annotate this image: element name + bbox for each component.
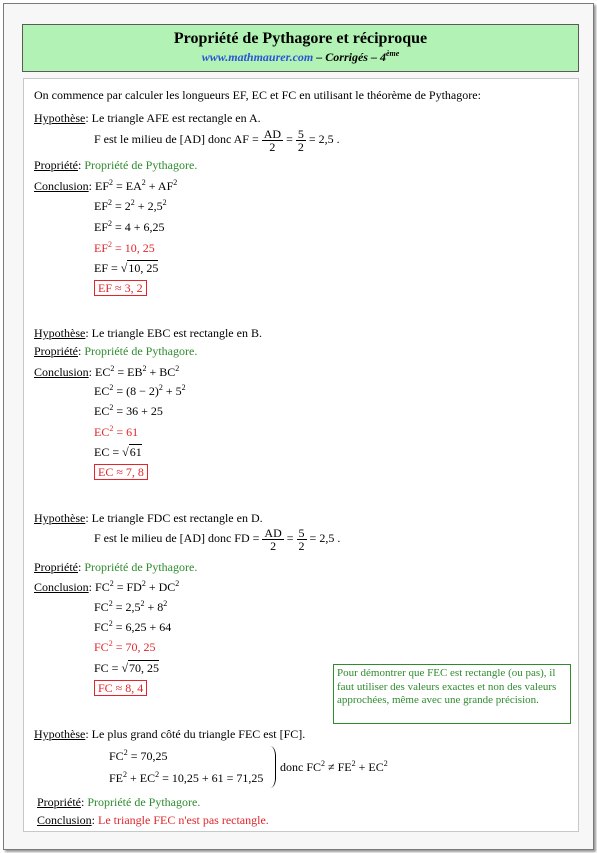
fraction-5-2: $\frac{5}{2}$ [298,525,305,553]
exercise-content [23,78,579,832]
midpoint-ef: F est le milieu de [AD] donc AF = $\frac{AD}{2}$ = $\frac{5}{2}$ = 2,5 . [94,126,340,154]
conclusion-ec-line5: EC = √61 [94,445,142,459]
midpoint-fc: F est le milieu de [AD] donc FD = $\frac{AD}{2}$ = $\frac{5}{2}$ = 2,5 . [94,525,341,553]
conclusion-fc-line2: $FC^2 = 2,5^2 + 8^2$ [94,599,168,614]
property-fec: Propriété: Propriété de Pythagore. [37,795,201,809]
fraction-ad-2: $\frac{AD}{2}$ [264,525,282,553]
conclusion-ec-line3: $EC^2 = 36 + 25$ [94,403,163,418]
conclusion-ef-line3: $EF^2 = 4 + 6,25$ [94,219,165,234]
conclusion-ef-line1: Conclusion: $EF^2 = EA^2 + AF^2$ [34,178,178,193]
page-subtitle [23,50,578,65]
fc-squared-line: $FC^2 = 70,25$ [109,748,168,763]
hypothesis-ec: Hypothèse: Le triangle EBC est rectangle en B. [34,326,262,340]
sqrt-symbol: √70, 25 [121,661,160,675]
fraction-ad-2: $\frac{AD}{2}$ [263,126,282,154]
conclusion-ec-line4: $EC^2 = 61$ [94,424,139,439]
level: 4 [379,50,386,64]
result-ef: EF ≈ 3, 2 [94,281,147,295]
fe-ec-sum-line: $FE^2 + EC^2 = 10,25 + 61 = 71,25$ [109,770,264,785]
page-title: Propriété de Pythagore et réciproque [173,30,428,47]
hypothesis-ef: Hypothèse: Le triangle AFE est rectangle en A. [34,111,261,125]
conclusion-ef-line5: EF = √10, 25 [94,261,159,275]
site-link[interactable]: www.mathmaurer.com [201,50,314,64]
property-ec: Propriété: Propriété de Pythagore. [34,344,198,358]
page-frame [3,3,594,850]
right-brace [269,746,276,788]
conclusion-fc-line1: Conclusion: $FC^2 = FD^2 + DC^2$ [34,579,180,594]
conclusion-ef-line4: $EF^2 = 10$, 25 [94,240,155,255]
title-banner [22,24,579,72]
hypothesis-fc: Hypothèse: Le triangle FDC est rectangle en D. [34,511,263,525]
conclusion-ef-line2: $EF^2 = 2^2 + 2,5^2$ [94,198,167,213]
conclusion-fc-line5: FC = √70, 25 [94,661,160,675]
sqrt-symbol: √10, 25 [120,261,159,275]
inequality-line: donc $FC^2 \ne FE^2 + EC^2$ [280,759,388,774]
fraction-5-2: $\frac{5}{2}$ [297,126,304,154]
sqrt-symbol: √61 [122,445,142,459]
intro-text: On commence par calculer les longueurs EF, EC et FC en utilisant le théorème de Pythagore: [34,88,481,102]
note-box: Pour démontrer que FEC est rectangle (ou pas), il faut utiliser des valeurs exactes et non des valeurs approchées, même avec une grande précision. [333,664,571,724]
hypothesis-fec: Hypothèse: Le plus grand côté du triangle FEC est [FC]. [34,727,306,741]
property-ef: Propriété: Propriété de Pythagore. [34,158,198,172]
conclusion-fc-line3: $FC^2 = 6,25 + 64$ [94,619,172,634]
result-ec: EC ≈ 7, 8 [94,465,148,479]
result-fc: FC ≈ 8, 4 [94,681,147,695]
conclusion-fec: Conclusion: Le triangle FEC n'est pas rectangle. [37,813,269,827]
subtitle-separator: – Corrigés – [313,50,380,64]
conclusion-ec-line1: Conclusion: $EC^2 = EB^2 + BC^2$ [34,364,180,379]
conclusion-fc-line4: $FC^2 = 70$, 25 [94,639,156,654]
level-suffix: ème [385,49,400,58]
property-fc: Propriété: Propriété de Pythagore. [34,560,198,574]
conclusion-ec-line2: $EC^2 = (8 - 2)^2 + 5^2$ [94,383,186,398]
